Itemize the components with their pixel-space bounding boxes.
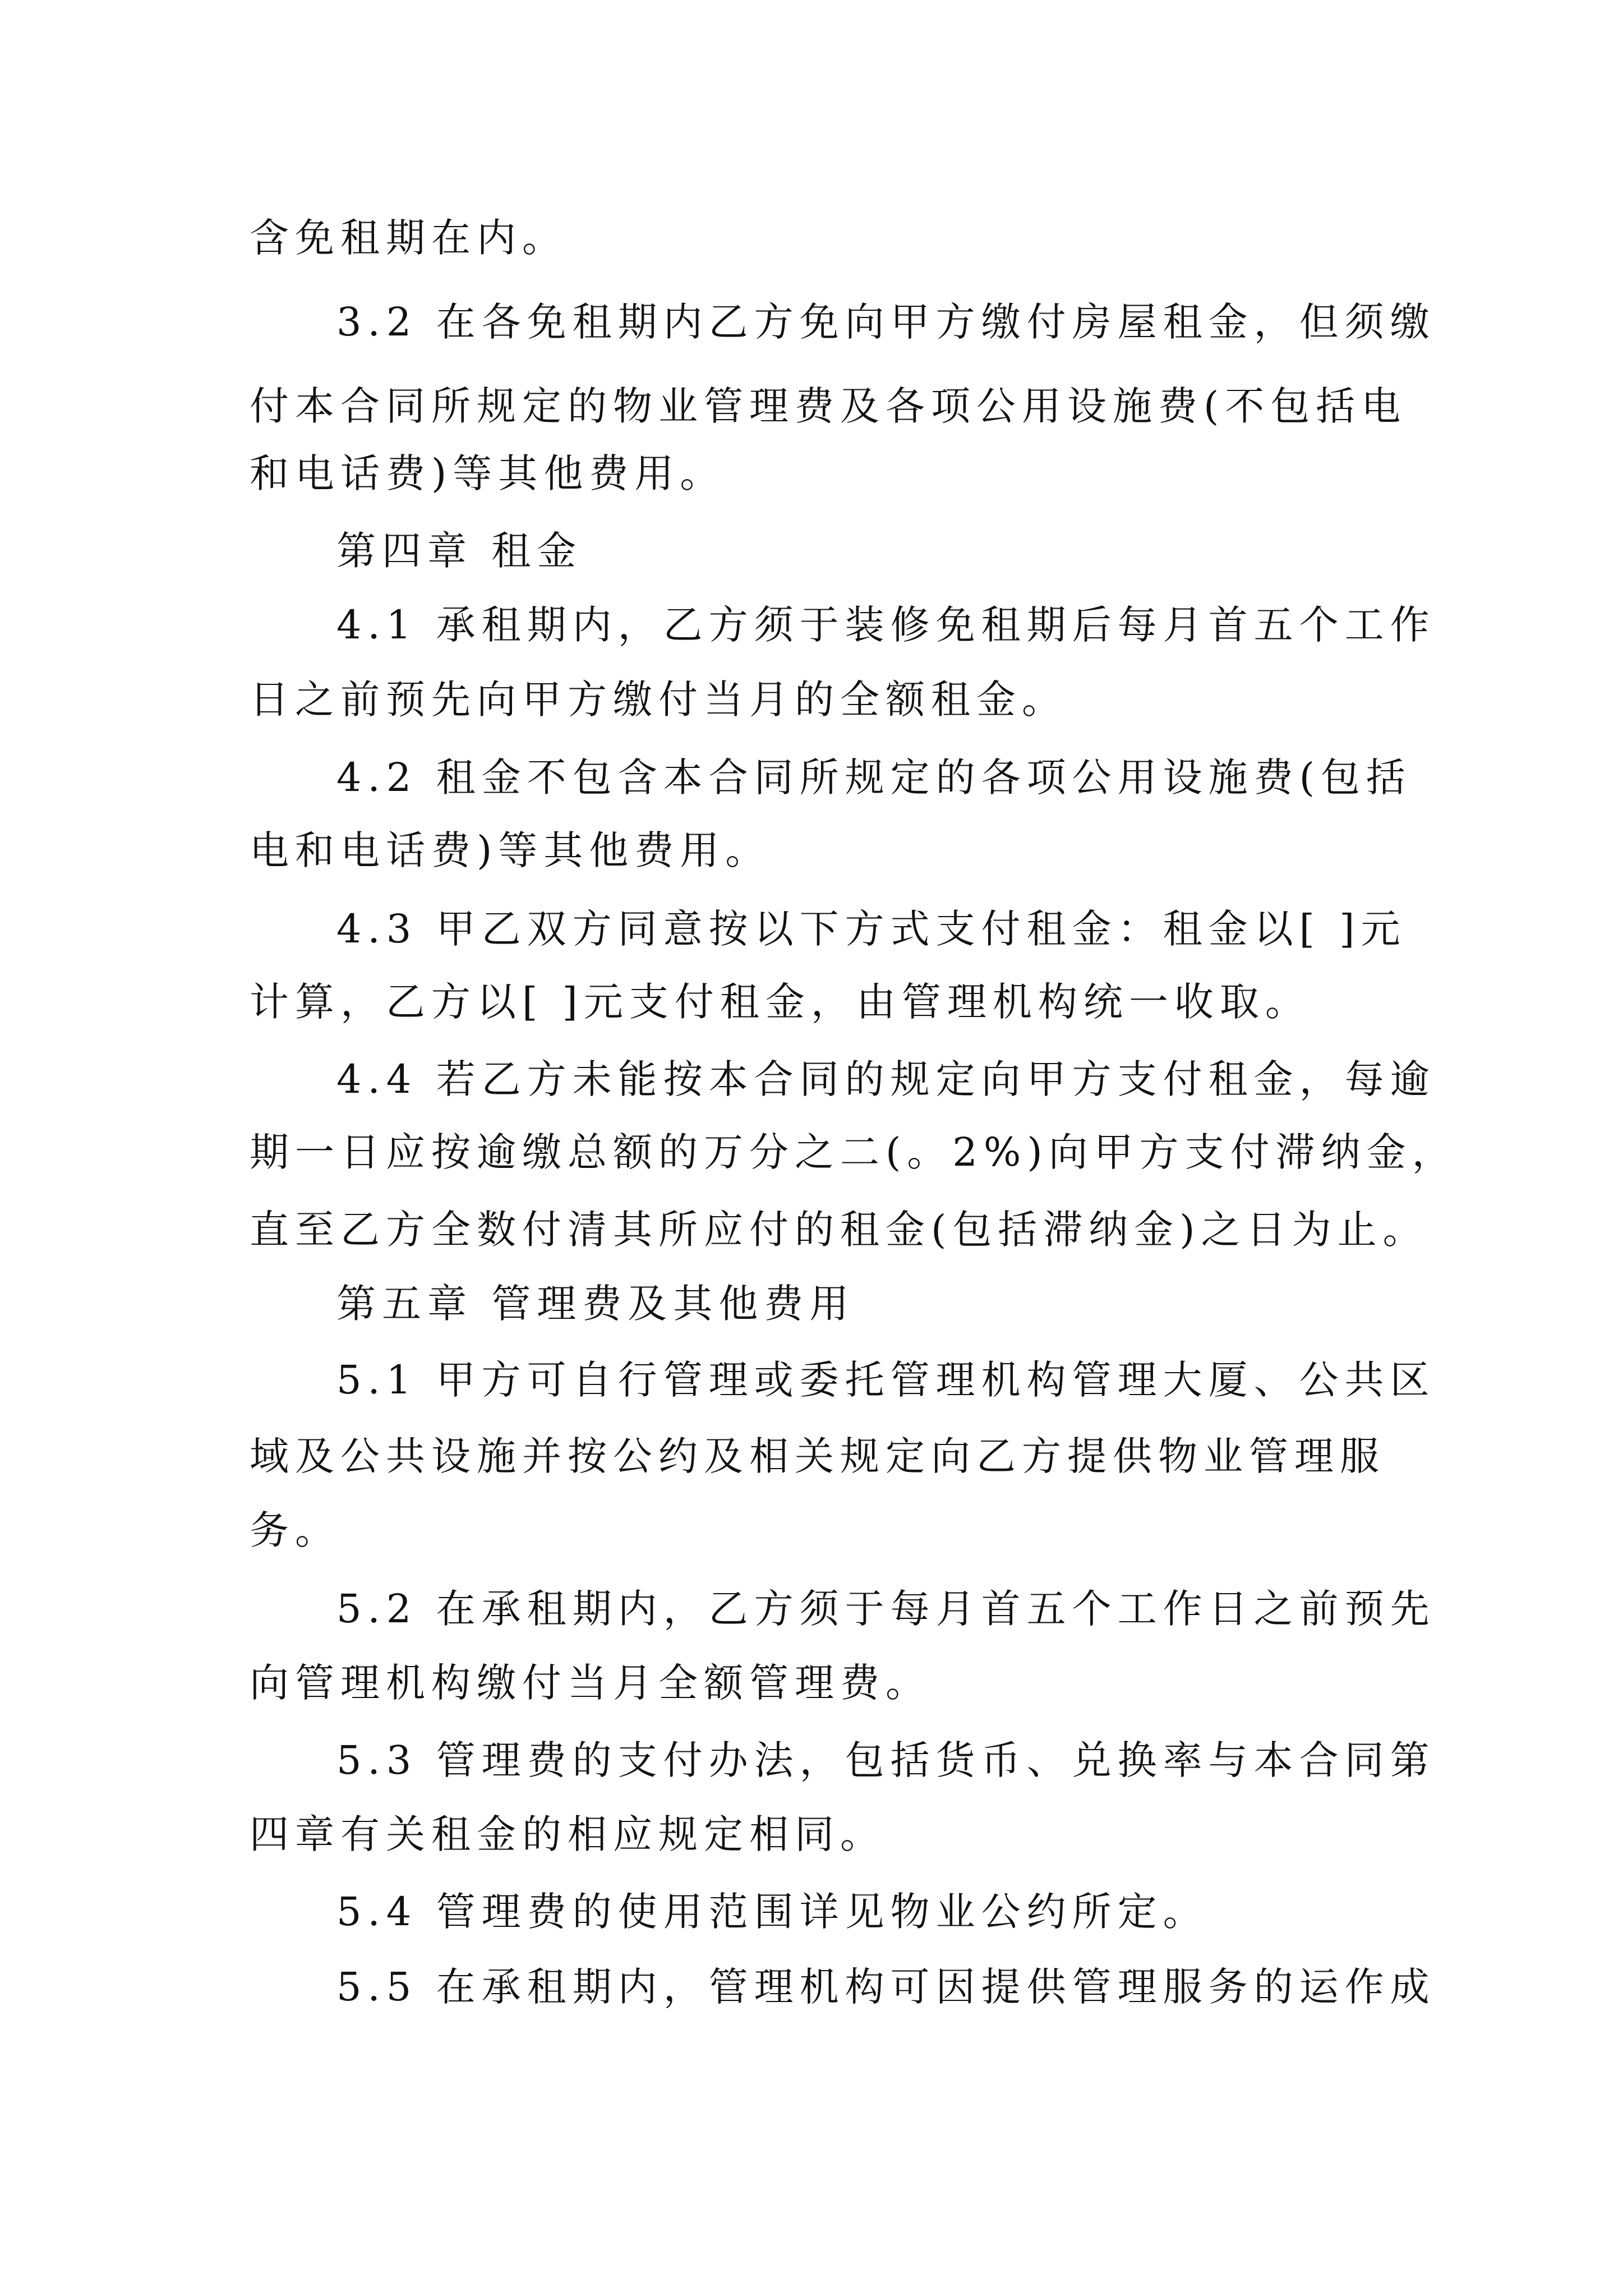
chapter-4-heading: 第四章 租金 [336,528,583,574]
text-line: 付本合同所规定的物业管理费及各项公用设施费(不包括电 [250,383,1407,429]
text-line: 含免租期在内。 [250,215,568,261]
clause-5-1-line: 5.1 甲方可自行管理或委托管理机构管理大厦、公共区 [336,1357,1436,1403]
text-line: 电和电话费)等其他费用。 [250,827,771,873]
clause-4-1-line: 4.1 承租期内，乙方须于装修免租期后每月首五个工作 [336,602,1436,648]
chapter-5-heading: 第五章 管理费及其他费用 [336,1281,855,1327]
text-line: 务。 [250,1507,340,1553]
text-line: 域及公共设施并按公约及相关规定向乙方提供物业管理服 [250,1433,1385,1479]
clause-5-5-line: 5.5 在承租期内，管理机构可因提供管理服务的运作成 [336,1964,1436,2010]
text-line: 直至乙方全数付清其所应付的租金(包括滞纳金)之日为止。 [250,1207,1428,1253]
clause-5-2-line: 5.2 在承租期内，乙方须于每月首五个工作日之前预先 [336,1586,1436,1632]
clause-4-4-line: 4.4 若乙方未能按本合同的规定向甲方支付租金，每逾 [336,1056,1436,1102]
clause-5-4-line: 5.4 管理费的使用范围详见物业公约所定。 [336,1889,1209,1935]
text-line: 日之前预先向甲方缴付当月的全额租金。 [250,677,1067,723]
clause-5-3-line: 5.3 管理费的支付办法，包括货币、兑换率与本合同第 [336,1737,1436,1783]
text-line: 期一日应按逾缴总额的万分之二(。2%)向甲方支付滞纳金， [250,1129,1458,1175]
text-line: 四章有关租金的相应规定相同。 [250,1811,886,1857]
text-line: 和电话费)等其他费用。 [250,450,726,496]
text-line: 计算，乙方以[ ]元支付租金，由管理机构统一收取。 [250,979,1311,1025]
text-line: 向管理机构缴付当月全额管理费。 [250,1660,931,1706]
clause-4-2-line: 4.2 租金不包含本合同所规定的各项公用设施费(包括 [336,754,1412,800]
clause-3-2-line: 3.2 在各免租期内乙方免向甲方缴付房屋租金，但须缴 [336,299,1436,345]
clause-4-3-line: 4.3 甲乙双方同意按以下方式支付租金：租金以[ ]元 [336,906,1407,952]
